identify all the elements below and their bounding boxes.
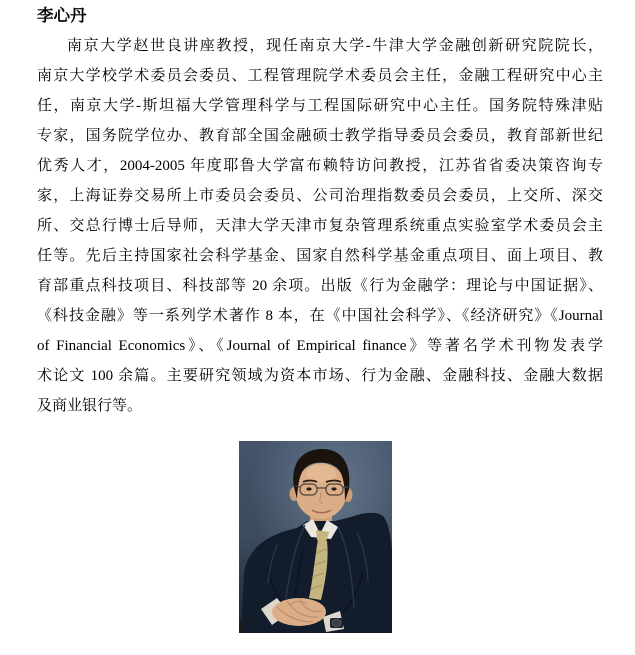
hands bbox=[272, 598, 326, 626]
paragraph-line: 专家，国务院学位办、教育部全国金融硕士教学指导委员会委员，教育部新世纪 bbox=[37, 128, 603, 144]
page-title: 李心丹 bbox=[37, 7, 87, 25]
portrait-photo bbox=[239, 441, 392, 633]
paragraph-line: 任，南京大学-斯坦福大学管理科学与工程国际研究中心主任。国务院特殊津贴 bbox=[37, 98, 603, 114]
biography-paragraph bbox=[37, 31, 603, 421]
paragraph-line: 育部重点科技项目、科技部等 20 余项。出版《行为金融学：理论与中国证据》、 bbox=[37, 278, 603, 294]
paragraph-line: 南京大学赵世良讲座教授，现任南京大学-牛津大学金融创新研究院院长， bbox=[67, 38, 603, 54]
paragraph-line: 所、交总行博士后导师，天津大学天津市复杂管理系统重点实验室学术委员会主 bbox=[37, 218, 603, 234]
paragraph-line: 《科技金融》等一系列学术著作 8 本，在《中国社会科学》、《经济研究》《Journal bbox=[37, 308, 603, 324]
portrait-svg bbox=[239, 441, 392, 633]
wristwatch bbox=[330, 618, 343, 628]
paragraph-line: of Financial Economics》、《Journal of Empirical finance》等著名学术刊物发表学 bbox=[37, 338, 603, 354]
paragraph-line: 优秀人才，2004-2005 年度耶鲁大学富布赖特访问教授，江苏省省委决策咨询专 bbox=[37, 158, 603, 174]
paragraph-line: 术论文 100 余篇。主要研究领域为资本市场、行为金融、金融科技、金融大数据 bbox=[37, 368, 603, 384]
paragraph-line: 任等。先后主持国家社会科学基金、国家自然科学基金重点项目、面上项目、教 bbox=[37, 248, 603, 264]
paragraph-line: 及商业银行等。 bbox=[37, 398, 143, 414]
paragraph-line: 南京大学校学术委员会委员、工程管理院学术委员会主任，金融工程研究中心主 bbox=[37, 68, 603, 84]
paragraph-line: 家，上海证券交易所上市委员会委员、公司治理指数委员会委员，上交所、深交 bbox=[37, 188, 603, 204]
